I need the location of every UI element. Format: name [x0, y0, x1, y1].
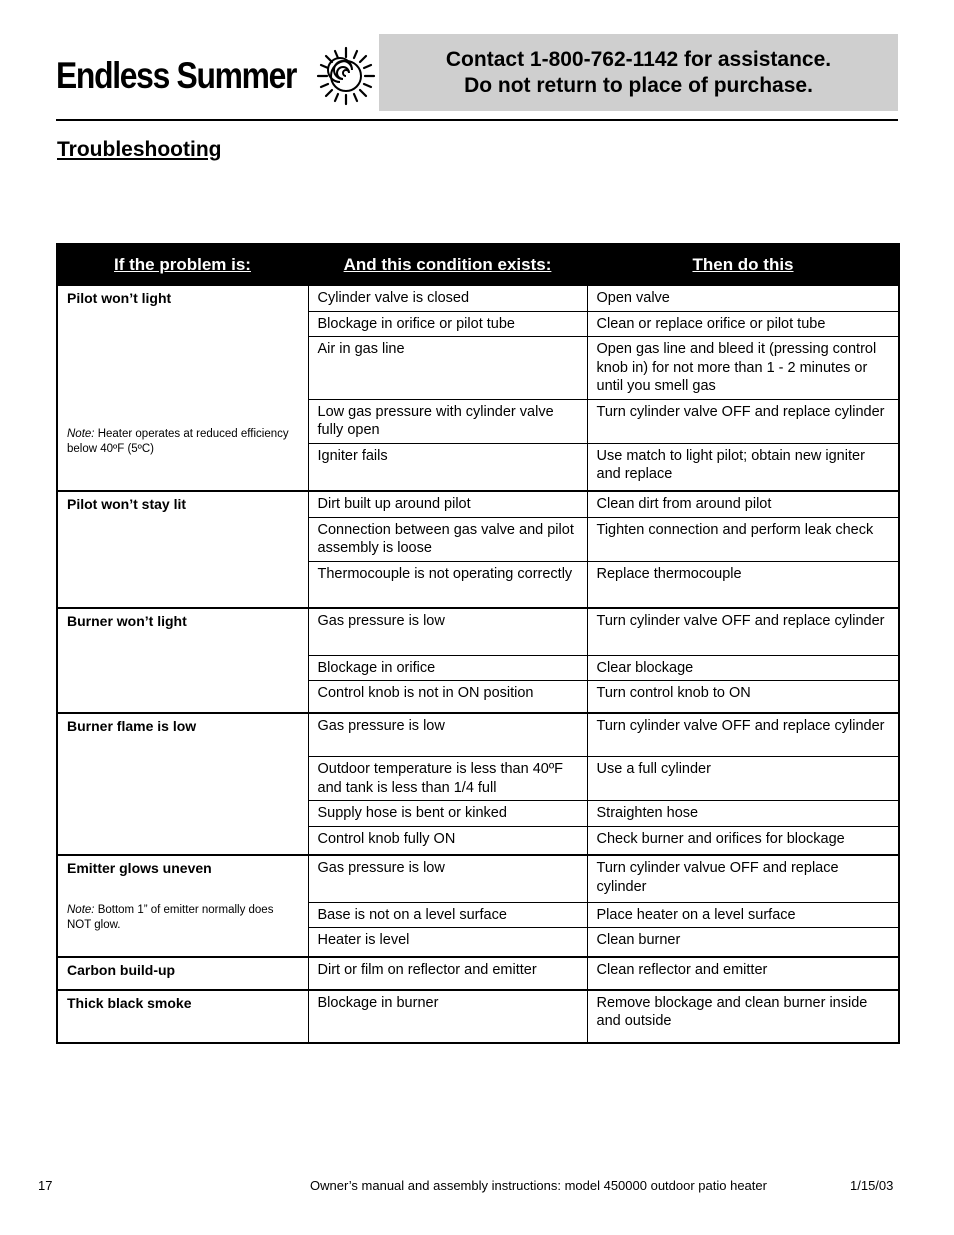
- condition-cell: Heater is level: [308, 928, 587, 957]
- condition-cell: Dirt or film on reflector and emitter: [308, 957, 587, 990]
- condition-cell: Control knob fully ON: [308, 826, 587, 855]
- action-cell: Clean dirt from around pilot: [587, 491, 899, 517]
- problem-note: [67, 903, 300, 933]
- condition-cell: Cylinder valve is closed: [308, 285, 587, 311]
- note-label: Note:: [67, 903, 95, 916]
- problem-label: Pilot won’t stay lit: [67, 496, 187, 512]
- problem-label: Burner won’t light: [67, 613, 187, 629]
- action-cell: Turn cylinder valve OFF and replace cylinder: [587, 399, 899, 443]
- problem-group: [57, 990, 899, 1043]
- problem-cell: [57, 713, 308, 856]
- condition-cell: Thermocouple is not operating correctly: [308, 561, 587, 608]
- table-row: [57, 855, 899, 902]
- problem-group: [57, 855, 899, 957]
- header-divider: [56, 119, 898, 121]
- problem-label: Carbon build-up: [67, 961, 176, 978]
- footer-manual-title: Owner’s manual and assembly instructions: model 450000 outdoor patio heater: [310, 1178, 767, 1193]
- table-row: [57, 491, 899, 517]
- condition-cell: Gas pressure is low: [308, 608, 587, 655]
- condition-cell: Dirt built up around pilot: [308, 491, 587, 517]
- action-cell: Clean or replace orifice or pilot tube: [587, 311, 899, 337]
- action-cell: Clear blockage: [587, 655, 899, 681]
- column-header-problem: If the problem is:: [57, 244, 308, 285]
- problem-cell: [57, 957, 308, 990]
- table-row: [57, 608, 899, 655]
- problem-group: [57, 608, 899, 713]
- action-cell: Open gas line and bleed it (pressing control knob in) for not more than 1 - 2 minutes or until you smell gas: [587, 337, 899, 400]
- problem-cell: [57, 285, 308, 491]
- action-cell: Use a full cylinder: [587, 757, 899, 801]
- action-cell: Clean reflector and emitter: [587, 957, 899, 990]
- condition-cell: Blockage in orifice: [308, 655, 587, 681]
- action-cell: Replace thermocouple: [587, 561, 899, 608]
- action-cell: Turn cylinder valvue OFF and replace cylinder: [587, 855, 899, 902]
- problem-group: [57, 713, 899, 856]
- condition-cell: Blockage in orifice or pilot tube: [308, 311, 587, 337]
- problem-cell: [57, 491, 308, 608]
- action-cell: Open valve: [587, 285, 899, 311]
- condition-cell: Blockage in burner: [308, 990, 587, 1043]
- contact-line-1: Contact 1-800-762-1142 for assistance.: [445, 47, 832, 71]
- brand-name: Endless Summer: [56, 55, 297, 96]
- note-text: Heater operates at reduced efficiency below 40ºF (5ºC): [67, 427, 289, 455]
- problem-group: [57, 957, 899, 990]
- condition-cell: Gas pressure is low: [308, 855, 587, 902]
- problem-group: [57, 285, 899, 491]
- action-cell: Place heater on a level surface: [587, 902, 899, 928]
- note-text: Bottom 1” of emitter normally does NOT glow.: [67, 903, 274, 931]
- note-label: Note:: [67, 427, 95, 440]
- problem-cell: [57, 855, 308, 957]
- column-header-condition: And this condition exists:: [308, 244, 587, 285]
- problem-label: Thick black smoke: [67, 994, 192, 1011]
- contact-line-2: Do not return to place of purchase.: [464, 73, 813, 97]
- action-cell: Check burner and orifices for blockage: [587, 826, 899, 855]
- table-row: [57, 285, 899, 311]
- problem-label: Pilot won’t light: [67, 290, 172, 306]
- condition-cell: Outdoor temperature is less than 40ºF and tank is less than 1/4 full: [308, 757, 587, 801]
- condition-cell: Supply hose is bent or kinked: [308, 801, 587, 827]
- condition-cell: Connection between gas valve and pilot assembly is loose: [308, 517, 587, 561]
- column-header-action: Then do this: [587, 244, 899, 285]
- footer-date: 1/15/03: [850, 1178, 894, 1193]
- action-cell: Turn cylinder valve OFF and replace cylinder: [587, 713, 899, 757]
- troubleshooting-table: [56, 243, 900, 1044]
- problem-cell: [57, 990, 308, 1043]
- problem-label: Burner flame is low: [67, 717, 197, 734]
- condition-cell: Gas pressure is low: [308, 713, 587, 757]
- table-header-row: [57, 244, 899, 285]
- action-cell: Turn cylinder valve OFF and replace cylinder: [587, 608, 899, 655]
- sun-icon: [314, 44, 378, 108]
- page-number: 17: [38, 1178, 53, 1193]
- problem-note: [67, 427, 300, 457]
- condition-cell: Base is not on a level surface: [308, 902, 587, 928]
- action-cell: Remove blockage and clean burner inside and outside: [587, 990, 899, 1043]
- table-row: [57, 957, 899, 990]
- problem-cell: [57, 608, 308, 713]
- page-title: Troubleshooting: [57, 138, 222, 161]
- action-cell: Straighten hose: [587, 801, 899, 827]
- contact-banner: [379, 34, 898, 111]
- condition-cell: Control knob is not in ON position: [308, 681, 587, 713]
- table-row: [57, 990, 899, 1043]
- condition-cell: Igniter fails: [308, 443, 587, 491]
- table-row: [57, 713, 899, 757]
- condition-cell: Air in gas line: [308, 337, 587, 400]
- action-cell: Clean burner: [587, 928, 899, 957]
- problem-group: [57, 491, 899, 608]
- problem-label: Emitter glows uneven: [67, 860, 212, 876]
- action-cell: Turn control knob to ON: [587, 681, 899, 713]
- condition-cell: Low gas pressure with cylinder valve fully open: [308, 399, 587, 443]
- action-cell: Use match to light pilot; obtain new igniter and replace: [587, 443, 899, 491]
- action-cell: Tighten connection and perform leak check: [587, 517, 899, 561]
- brand-logo: [56, 44, 316, 108]
